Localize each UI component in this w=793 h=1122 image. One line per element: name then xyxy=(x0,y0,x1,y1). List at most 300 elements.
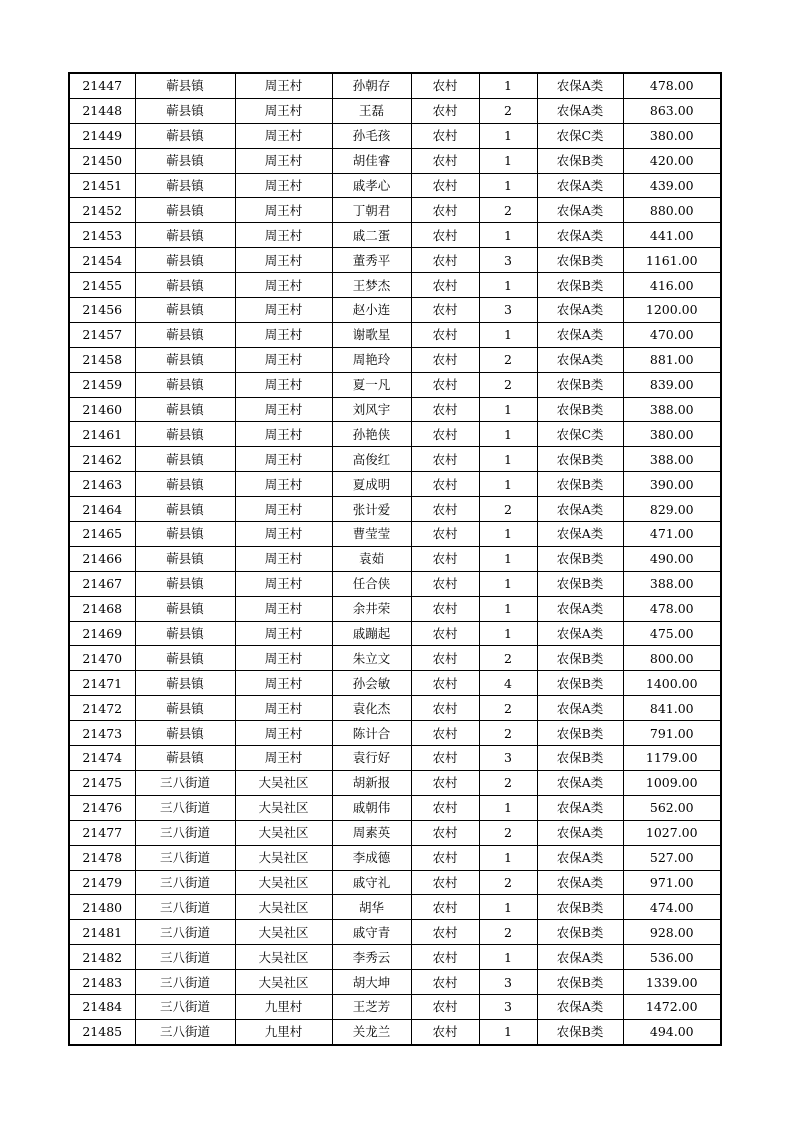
cell-insurance-class: 农保A类 xyxy=(537,497,623,522)
cell-name: 袁茹 xyxy=(332,546,411,571)
cell-name: 李成德 xyxy=(332,845,411,870)
cell-name: 王芝芳 xyxy=(332,994,411,1019)
cell-town: 蕲县镇 xyxy=(135,347,235,372)
cell-amount: 841.00 xyxy=(623,696,721,721)
cell-amount: 474.00 xyxy=(623,895,721,920)
cell-amount: 494.00 xyxy=(623,1019,721,1044)
table-row xyxy=(69,596,721,621)
cell-household-count: 2 xyxy=(479,198,537,223)
cell-town: 三八街道 xyxy=(135,895,235,920)
cell-name: 谢歌星 xyxy=(332,322,411,347)
cell-insurance-class: 农保B类 xyxy=(537,372,623,397)
cell-record-id: 21484 xyxy=(69,994,135,1019)
table-row xyxy=(69,671,721,696)
cell-area-type: 农村 xyxy=(411,397,479,422)
cell-amount: 839.00 xyxy=(623,372,721,397)
cell-record-id: 21466 xyxy=(69,546,135,571)
table-row xyxy=(69,422,721,447)
cell-household-count: 1 xyxy=(479,148,537,173)
cell-name: 戚守礼 xyxy=(332,870,411,895)
cell-village: 大吴社区 xyxy=(235,795,332,820)
cell-record-id: 21456 xyxy=(69,298,135,323)
cell-village: 周王村 xyxy=(235,571,332,596)
cell-area-type: 农村 xyxy=(411,273,479,298)
cell-town: 蕲县镇 xyxy=(135,621,235,646)
cell-village: 周王村 xyxy=(235,347,332,372)
cell-area-type: 农村 xyxy=(411,497,479,522)
cell-record-id: 21475 xyxy=(69,770,135,795)
cell-household-count: 2 xyxy=(479,696,537,721)
cell-name: 周素英 xyxy=(332,820,411,845)
cell-household-count: 2 xyxy=(479,98,537,123)
cell-household-count: 3 xyxy=(479,746,537,771)
cell-name: 戚孝心 xyxy=(332,173,411,198)
cell-household-count: 4 xyxy=(479,671,537,696)
table-body xyxy=(69,73,721,1045)
cell-town: 蕲县镇 xyxy=(135,73,235,98)
cell-amount: 1472.00 xyxy=(623,994,721,1019)
cell-insurance-class: 农保A类 xyxy=(537,621,623,646)
cell-record-id: 21481 xyxy=(69,920,135,945)
cell-household-count: 2 xyxy=(479,497,537,522)
cell-amount: 800.00 xyxy=(623,646,721,671)
cell-record-id: 21453 xyxy=(69,223,135,248)
cell-area-type: 农村 xyxy=(411,173,479,198)
cell-name: 丁朝君 xyxy=(332,198,411,223)
cell-town: 三八街道 xyxy=(135,770,235,795)
cell-amount: 1200.00 xyxy=(623,298,721,323)
table-row xyxy=(69,945,721,970)
cell-household-count: 1 xyxy=(479,123,537,148)
cell-insurance-class: 农保B类 xyxy=(537,397,623,422)
cell-insurance-class: 农保A类 xyxy=(537,845,623,870)
cell-record-id: 21461 xyxy=(69,422,135,447)
cell-household-count: 1 xyxy=(479,571,537,596)
cell-household-count: 3 xyxy=(479,298,537,323)
cell-village: 周王村 xyxy=(235,596,332,621)
cell-village: 周王村 xyxy=(235,123,332,148)
cell-record-id: 21479 xyxy=(69,870,135,895)
cell-record-id: 21477 xyxy=(69,820,135,845)
cell-area-type: 农村 xyxy=(411,148,479,173)
cell-record-id: 21476 xyxy=(69,795,135,820)
cell-village: 周王村 xyxy=(235,98,332,123)
table-row xyxy=(69,198,721,223)
cell-amount: 1161.00 xyxy=(623,248,721,273)
cell-village: 周王村 xyxy=(235,372,332,397)
cell-name: 胡华 xyxy=(332,895,411,920)
cell-village: 大吴社区 xyxy=(235,845,332,870)
cell-area-type: 农村 xyxy=(411,696,479,721)
cell-amount: 475.00 xyxy=(623,621,721,646)
cell-amount: 470.00 xyxy=(623,322,721,347)
cell-village: 周王村 xyxy=(235,497,332,522)
cell-town: 蕲县镇 xyxy=(135,422,235,447)
cell-name: 王磊 xyxy=(332,98,411,123)
table-row xyxy=(69,322,721,347)
cell-village: 周王村 xyxy=(235,322,332,347)
table-row xyxy=(69,173,721,198)
table-row xyxy=(69,845,721,870)
cell-name: 戚守青 xyxy=(332,920,411,945)
cell-record-id: 21467 xyxy=(69,571,135,596)
cell-record-id: 21451 xyxy=(69,173,135,198)
cell-name: 孙朝存 xyxy=(332,73,411,98)
cell-household-count: 2 xyxy=(479,870,537,895)
cell-name: 戚二蛋 xyxy=(332,223,411,248)
cell-insurance-class: 农保A类 xyxy=(537,696,623,721)
table-row xyxy=(69,472,721,497)
cell-area-type: 农村 xyxy=(411,920,479,945)
cell-village: 周王村 xyxy=(235,447,332,472)
cell-town: 蕲县镇 xyxy=(135,173,235,198)
table-row xyxy=(69,497,721,522)
cell-insurance-class: 农保B类 xyxy=(537,248,623,273)
cell-town: 三八街道 xyxy=(135,920,235,945)
table-row xyxy=(69,148,721,173)
cell-name: 王梦杰 xyxy=(332,273,411,298)
cell-household-count: 1 xyxy=(479,895,537,920)
cell-name: 孙毛孩 xyxy=(332,123,411,148)
cell-area-type: 农村 xyxy=(411,472,479,497)
cell-area-type: 农村 xyxy=(411,621,479,646)
cell-household-count: 1 xyxy=(479,596,537,621)
cell-town: 蕲县镇 xyxy=(135,223,235,248)
cell-area-type: 农村 xyxy=(411,422,479,447)
cell-amount: 388.00 xyxy=(623,571,721,596)
table-row xyxy=(69,522,721,547)
cell-record-id: 21452 xyxy=(69,198,135,223)
cell-name: 余井荣 xyxy=(332,596,411,621)
cell-insurance-class: 农保B类 xyxy=(537,746,623,771)
cell-name: 赵小连 xyxy=(332,298,411,323)
cell-household-count: 3 xyxy=(479,248,537,273)
cell-household-count: 2 xyxy=(479,770,537,795)
cell-insurance-class: 农保B类 xyxy=(537,571,623,596)
cell-town: 蕲县镇 xyxy=(135,298,235,323)
cell-town: 蕲县镇 xyxy=(135,148,235,173)
cell-amount: 439.00 xyxy=(623,173,721,198)
cell-household-count: 1 xyxy=(479,73,537,98)
cell-insurance-class: 农保A类 xyxy=(537,870,623,895)
cell-household-count: 1 xyxy=(479,422,537,447)
cell-amount: 380.00 xyxy=(623,123,721,148)
cell-area-type: 农村 xyxy=(411,198,479,223)
cell-village: 周王村 xyxy=(235,198,332,223)
cell-record-id: 21462 xyxy=(69,447,135,472)
cell-insurance-class: 农保B类 xyxy=(537,1019,623,1044)
cell-insurance-class: 农保B类 xyxy=(537,447,623,472)
cell-household-count: 2 xyxy=(479,920,537,945)
table-row xyxy=(69,746,721,771)
cell-record-id: 21457 xyxy=(69,322,135,347)
cell-amount: 416.00 xyxy=(623,273,721,298)
cell-area-type: 农村 xyxy=(411,298,479,323)
cell-insurance-class: 农保A类 xyxy=(537,820,623,845)
cell-village: 大吴社区 xyxy=(235,970,332,995)
cell-village: 大吴社区 xyxy=(235,895,332,920)
cell-town: 蕲县镇 xyxy=(135,472,235,497)
cell-name: 周艳玲 xyxy=(332,347,411,372)
cell-amount: 880.00 xyxy=(623,198,721,223)
cell-town: 三八街道 xyxy=(135,845,235,870)
cell-village: 周王村 xyxy=(235,472,332,497)
cell-record-id: 21454 xyxy=(69,248,135,273)
cell-record-id: 21483 xyxy=(69,970,135,995)
cell-name: 戚朝伟 xyxy=(332,795,411,820)
cell-insurance-class: 农保A类 xyxy=(537,770,623,795)
cell-household-count: 1 xyxy=(479,397,537,422)
cell-amount: 478.00 xyxy=(623,73,721,98)
cell-town: 蕲县镇 xyxy=(135,372,235,397)
cell-village: 周王村 xyxy=(235,248,332,273)
cell-town: 蕲县镇 xyxy=(135,646,235,671)
cell-insurance-class: 农保A类 xyxy=(537,173,623,198)
table-row xyxy=(69,1019,721,1044)
cell-household-count: 2 xyxy=(479,721,537,746)
cell-household-count: 1 xyxy=(479,795,537,820)
cell-insurance-class: 农保B类 xyxy=(537,920,623,945)
cell-village: 九里村 xyxy=(235,994,332,1019)
cell-village: 周王村 xyxy=(235,696,332,721)
cell-record-id: 21464 xyxy=(69,497,135,522)
cell-insurance-class: 农保B类 xyxy=(537,273,623,298)
cell-insurance-class: 农保A类 xyxy=(537,596,623,621)
cell-insurance-class: 农保A类 xyxy=(537,73,623,98)
cell-town: 三八街道 xyxy=(135,994,235,1019)
cell-record-id: 21463 xyxy=(69,472,135,497)
cell-area-type: 农村 xyxy=(411,447,479,472)
cell-town: 蕲县镇 xyxy=(135,322,235,347)
table-row xyxy=(69,795,721,820)
cell-name: 孙会敏 xyxy=(332,671,411,696)
cell-village: 周王村 xyxy=(235,746,332,771)
cell-amount: 791.00 xyxy=(623,721,721,746)
cell-amount: 829.00 xyxy=(623,497,721,522)
cell-area-type: 农村 xyxy=(411,994,479,1019)
table-row xyxy=(69,546,721,571)
cell-village: 周王村 xyxy=(235,173,332,198)
cell-amount: 562.00 xyxy=(623,795,721,820)
cell-record-id: 21478 xyxy=(69,845,135,870)
cell-record-id: 21447 xyxy=(69,73,135,98)
cell-record-id: 21458 xyxy=(69,347,135,372)
cell-town: 蕲县镇 xyxy=(135,447,235,472)
cell-village: 周王村 xyxy=(235,721,332,746)
cell-area-type: 农村 xyxy=(411,895,479,920)
table-row xyxy=(69,646,721,671)
cell-record-id: 21471 xyxy=(69,671,135,696)
cell-area-type: 农村 xyxy=(411,347,479,372)
table-row xyxy=(69,273,721,298)
cell-record-id: 21459 xyxy=(69,372,135,397)
cell-village: 周王村 xyxy=(235,671,332,696)
cell-town: 蕲县镇 xyxy=(135,596,235,621)
cell-name: 刘风宇 xyxy=(332,397,411,422)
cell-name: 胡大坤 xyxy=(332,970,411,995)
cell-village: 周王村 xyxy=(235,73,332,98)
cell-amount: 863.00 xyxy=(623,98,721,123)
cell-village: 大吴社区 xyxy=(235,770,332,795)
cell-amount: 380.00 xyxy=(623,422,721,447)
cell-insurance-class: 农保A类 xyxy=(537,223,623,248)
table-row xyxy=(69,372,721,397)
cell-amount: 388.00 xyxy=(623,397,721,422)
cell-amount: 1027.00 xyxy=(623,820,721,845)
cell-village: 大吴社区 xyxy=(235,820,332,845)
cell-household-count: 1 xyxy=(479,546,537,571)
cell-household-count: 1 xyxy=(479,173,537,198)
cell-town: 蕲县镇 xyxy=(135,273,235,298)
cell-village: 大吴社区 xyxy=(235,870,332,895)
cell-record-id: 21480 xyxy=(69,895,135,920)
cell-amount: 971.00 xyxy=(623,870,721,895)
cell-name: 胡新报 xyxy=(332,770,411,795)
cell-town: 三八街道 xyxy=(135,970,235,995)
cell-town: 蕲县镇 xyxy=(135,497,235,522)
table-row xyxy=(69,98,721,123)
cell-village: 周王村 xyxy=(235,223,332,248)
cell-household-count: 1 xyxy=(479,447,537,472)
cell-town: 蕲县镇 xyxy=(135,671,235,696)
cell-insurance-class: 农保B类 xyxy=(537,546,623,571)
cell-household-count: 3 xyxy=(479,994,537,1019)
cell-village: 周王村 xyxy=(235,546,332,571)
cell-record-id: 21474 xyxy=(69,746,135,771)
cell-amount: 490.00 xyxy=(623,546,721,571)
cell-area-type: 农村 xyxy=(411,1019,479,1044)
cell-village: 周王村 xyxy=(235,522,332,547)
cell-town: 蕲县镇 xyxy=(135,546,235,571)
cell-area-type: 农村 xyxy=(411,248,479,273)
cell-town: 蕲县镇 xyxy=(135,522,235,547)
cell-record-id: 21470 xyxy=(69,646,135,671)
cell-name: 袁行好 xyxy=(332,746,411,771)
cell-name: 孙艳侠 xyxy=(332,422,411,447)
cell-record-id: 21473 xyxy=(69,721,135,746)
cell-insurance-class: 农保A类 xyxy=(537,795,623,820)
cell-insurance-class: 农保A类 xyxy=(537,198,623,223)
cell-amount: 471.00 xyxy=(623,522,721,547)
cell-town: 三八街道 xyxy=(135,820,235,845)
cell-area-type: 农村 xyxy=(411,746,479,771)
cell-amount: 1179.00 xyxy=(623,746,721,771)
cell-household-count: 1 xyxy=(479,223,537,248)
cell-name: 任合侠 xyxy=(332,571,411,596)
cell-amount: 478.00 xyxy=(623,596,721,621)
cell-village: 周王村 xyxy=(235,422,332,447)
cell-household-count: 2 xyxy=(479,646,537,671)
cell-village: 九里村 xyxy=(235,1019,332,1044)
cell-insurance-class: 农保A类 xyxy=(537,994,623,1019)
cell-village: 周王村 xyxy=(235,273,332,298)
cell-amount: 1009.00 xyxy=(623,770,721,795)
cell-amount: 420.00 xyxy=(623,148,721,173)
table-row xyxy=(69,447,721,472)
cell-village: 大吴社区 xyxy=(235,920,332,945)
cell-name: 袁化杰 xyxy=(332,696,411,721)
cell-area-type: 农村 xyxy=(411,870,479,895)
cell-name: 曹莹莹 xyxy=(332,522,411,547)
cell-insurance-class: 农保C类 xyxy=(537,422,623,447)
cell-town: 蕲县镇 xyxy=(135,123,235,148)
table-row xyxy=(69,397,721,422)
cell-village: 周王村 xyxy=(235,148,332,173)
cell-insurance-class: 农保B类 xyxy=(537,721,623,746)
cell-town: 蕲县镇 xyxy=(135,746,235,771)
cell-name: 张计爱 xyxy=(332,497,411,522)
cell-record-id: 21468 xyxy=(69,596,135,621)
cell-name: 夏成明 xyxy=(332,472,411,497)
cell-area-type: 农村 xyxy=(411,646,479,671)
cell-insurance-class: 农保A类 xyxy=(537,322,623,347)
cell-town: 三八街道 xyxy=(135,945,235,970)
cell-record-id: 21449 xyxy=(69,123,135,148)
cell-area-type: 农村 xyxy=(411,671,479,696)
cell-insurance-class: 农保B类 xyxy=(537,671,623,696)
cell-record-id: 21465 xyxy=(69,522,135,547)
table-row xyxy=(69,571,721,596)
cell-town: 蕲县镇 xyxy=(135,397,235,422)
cell-area-type: 农村 xyxy=(411,522,479,547)
cell-amount: 527.00 xyxy=(623,845,721,870)
cell-household-count: 2 xyxy=(479,347,537,372)
cell-record-id: 21472 xyxy=(69,696,135,721)
cell-name: 朱立文 xyxy=(332,646,411,671)
cell-area-type: 农村 xyxy=(411,795,479,820)
cell-record-id: 21450 xyxy=(69,148,135,173)
table-row xyxy=(69,770,721,795)
cell-insurance-class: 农保B类 xyxy=(537,472,623,497)
cell-town: 蕲县镇 xyxy=(135,198,235,223)
cell-insurance-class: 农保B类 xyxy=(537,148,623,173)
cell-insurance-class: 农保B类 xyxy=(537,970,623,995)
cell-insurance-class: 农保A类 xyxy=(537,945,623,970)
cell-household-count: 1 xyxy=(479,522,537,547)
cell-name: 胡佳睿 xyxy=(332,148,411,173)
table-row xyxy=(69,696,721,721)
cell-amount: 388.00 xyxy=(623,447,721,472)
cell-amount: 1400.00 xyxy=(623,671,721,696)
cell-insurance-class: 农保A类 xyxy=(537,98,623,123)
cell-area-type: 农村 xyxy=(411,546,479,571)
cell-insurance-class: 农保B类 xyxy=(537,646,623,671)
table-row xyxy=(69,223,721,248)
table-row xyxy=(69,994,721,1019)
cell-record-id: 21460 xyxy=(69,397,135,422)
cell-name: 陈计合 xyxy=(332,721,411,746)
table-row xyxy=(69,721,721,746)
cell-area-type: 农村 xyxy=(411,945,479,970)
cell-town: 三八街道 xyxy=(135,870,235,895)
cell-household-count: 1 xyxy=(479,845,537,870)
table-row xyxy=(69,347,721,372)
cell-amount: 1339.00 xyxy=(623,970,721,995)
table-row xyxy=(69,73,721,98)
cell-town: 三八街道 xyxy=(135,795,235,820)
cell-household-count: 2 xyxy=(479,820,537,845)
cell-town: 蕲县镇 xyxy=(135,248,235,273)
cell-household-count: 1 xyxy=(479,621,537,646)
cell-amount: 441.00 xyxy=(623,223,721,248)
table-row xyxy=(69,621,721,646)
cell-record-id: 21448 xyxy=(69,98,135,123)
cell-household-count: 1 xyxy=(479,1019,537,1044)
cell-household-count: 2 xyxy=(479,372,537,397)
cell-area-type: 农村 xyxy=(411,322,479,347)
cell-area-type: 农村 xyxy=(411,571,479,596)
cell-name: 李秀云 xyxy=(332,945,411,970)
